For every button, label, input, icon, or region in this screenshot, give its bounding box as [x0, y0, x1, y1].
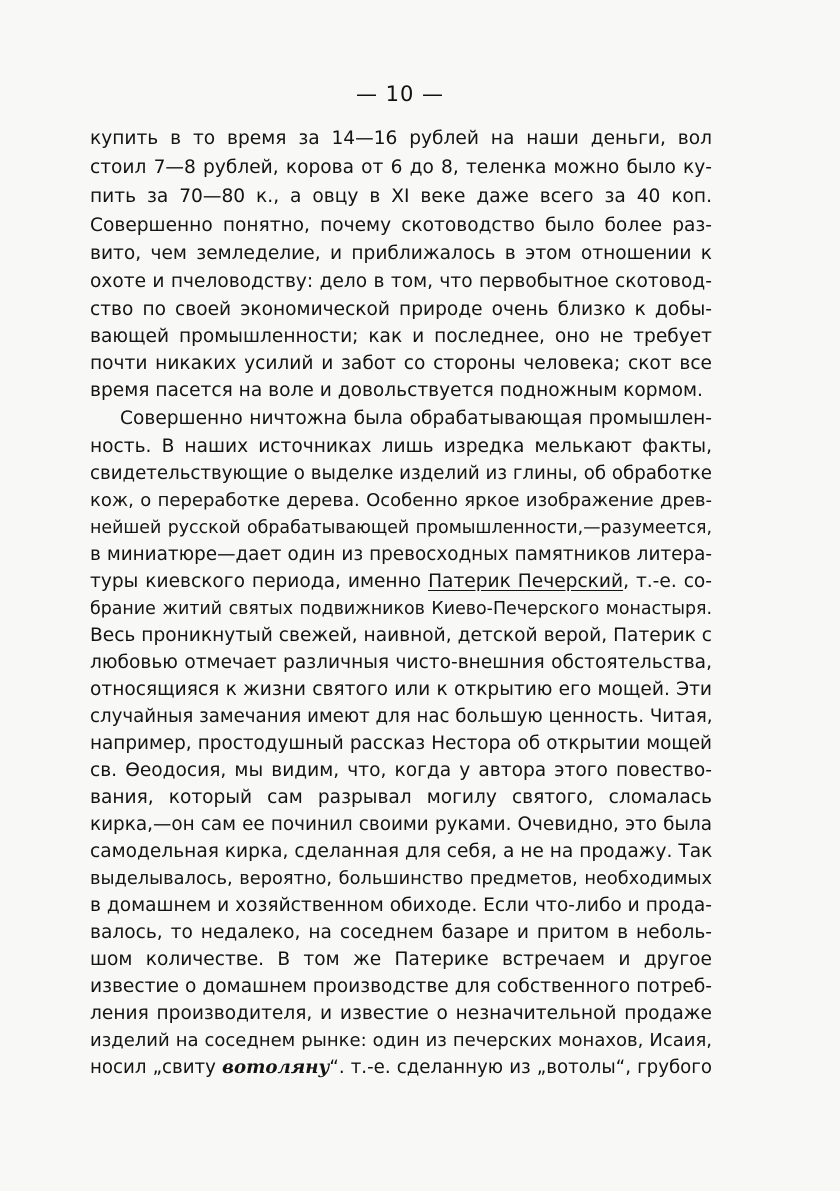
text-line: валось, то недалеко, на соседнем базаре и притом в неболь-: [90, 922, 712, 943]
text-line: ство по своей экономической природе очень близко к добы-: [90, 299, 712, 320]
italic-word: вотоляну: [222, 1057, 330, 1078]
text-line: охоте и пчеловодству: дело в том, что первобытное скотовод-: [90, 271, 712, 292]
page-number: — 10 —: [355, 82, 445, 106]
text-line: брание житий святых подвижников Киево-Печерского монастыря.: [90, 599, 712, 619]
text-line: [90, 570, 712, 594]
text-segment: носил „свиту: [90, 1057, 222, 1078]
text-line: в миниатюре—дает один из превосходных памятников литера-: [90, 544, 712, 565]
text-line: вито, чем земледелие, и приближалось в этом отношении к: [90, 243, 712, 264]
text-line: изделий на соседнем рынке: один из печерских монахов, Исаия,: [90, 1030, 712, 1051]
text-line: пить за 70—80 к., а овцу в XI веке даже всего за 40 коп.: [90, 186, 712, 207]
text-line: любовью отмечает различныя чисто-внешния обстоятельства,: [90, 652, 712, 673]
text-line: относящияся к жизни святого или к открытию его мощей. Эти: [90, 679, 712, 700]
text-line: нейшей русской обрабатывающей промышленности,—разумеется,: [90, 518, 712, 538]
text-line: в домашнем и хозяйственном обиходе. Если что-либо и прода-: [90, 895, 712, 916]
text-line: шом количестве. В том же Патерике встречаем и другое: [90, 949, 712, 970]
text-line: Весь проникнутый свежей, наивной, детской верой, Патерик с: [90, 625, 712, 646]
underlined-title: Патерик Печерский: [428, 571, 624, 592]
text-segment: туры киевского периода, именно: [90, 571, 429, 592]
text-segment: “. т.-е. сделанную из „вотолы“, грубого: [329, 1057, 712, 1078]
text-line: св. Өеодосия, мы видим, что, когда у автора этого повество-: [90, 760, 712, 781]
text-line: случайныя замечания имеют для нас большую ценность. Читая,: [90, 706, 713, 727]
text-line: кирка,—он сам ее починил своими руками. Очевидно, это была: [90, 814, 712, 835]
text-line: например, простодушный рассказ Нестора об открытии мощей: [90, 733, 712, 754]
text-line: почти никаких усилий и забот со стороны человека; скот все: [90, 353, 712, 374]
text-line: ность. В наших источниках лишь изредка мелькают факты,: [90, 436, 712, 457]
text-segment: , т.-е. со-: [623, 571, 712, 592]
text-line: ления производителя, и известие о незначительной продаже: [90, 1003, 712, 1024]
text-line: известие о домашнем производстве для собственного потреб-: [90, 976, 712, 997]
text-line: время пасется на воле и довольствуется подножным кормом.: [90, 380, 703, 401]
text-line: купить в то время за 14—16 рублей на наши деньги, вол: [90, 128, 712, 149]
text-line: стоил 7—8 рублей, корова от 6 до 8, теленка можно было ку-: [90, 157, 712, 178]
text-line: самодельная кирка, сделанная для себя, а не на продажу. Так: [90, 841, 713, 862]
text-line: выделывалось, вероятно, большинство предметов, необходимых: [90, 868, 712, 889]
text-line: вания, который сам разрывал могилу святого, сломалась: [90, 787, 712, 808]
text-line: Совершенно ничтожна была обрабатывающая промышлен-: [120, 408, 712, 429]
text-line: свидетельствующие о выделке изделий из глины, об обработке: [90, 463, 712, 484]
text-line: [90, 1056, 712, 1080]
text-line: Совершенно понятно, почему скотоводство было более раз-: [90, 215, 712, 236]
text-line: кож, о переработке дерева. Особенно яркое изображение древ-: [90, 490, 712, 511]
text-line: вающей промышленности; как и последнее, оно не требует: [90, 326, 712, 347]
